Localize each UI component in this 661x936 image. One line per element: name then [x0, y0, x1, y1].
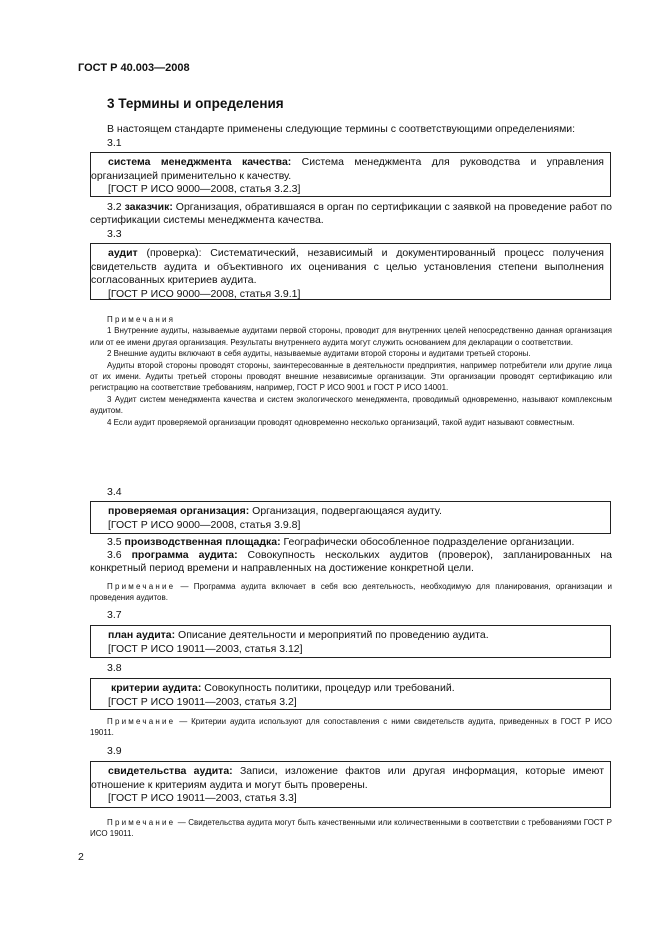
term-reference: [ГОСТ Р ИСО 19011—2003, статья 3.3] [108, 792, 297, 804]
term-text: (проверка): Систематический, независимый и документированный процесс получения свидетельств аудита и объективного их оценивания с целью установления степени выполнения согласованных критериев аудита. [91, 247, 604, 286]
term-reference: [ГОСТ Р ИСО 19011—2003, статья 3.2] [108, 695, 297, 708]
term-definition [91, 505, 604, 519]
term-3-5 [107, 536, 612, 549]
term-text: Совокупность нескольких аудитов (проверок), запланированных на конкретный период времени и направленных на достижение конкретной цели. [90, 549, 612, 574]
page-number: 2 [78, 851, 84, 863]
note-item: 1 Внутренние аудиты, называемые аудитами первой стороны, проводит для внутренних целей непосредственно данная организация или от ее имени другая организация. Результаты внутреннего аудита могут служить основанием для декларации о соответствии. [90, 326, 612, 347]
term-box-3-3 [90, 243, 611, 300]
term-number-3-4: 3.4 [107, 486, 122, 498]
intro-text: В настоящем стандарте применены следующие термины с соответствующими определениями: [107, 123, 576, 135]
term-box-3-4 [90, 501, 611, 534]
term-reference: [ГОСТ Р ИСО 19011—2003, статья 3.12] [108, 642, 303, 655]
term-text: Организация, подвергающаяся аудиту. [249, 505, 442, 517]
term-name: производственная площадка: [124, 536, 281, 548]
term-number-3-8: 3.8 [107, 662, 122, 674]
note-item: 3 Аудит систем менеджмента качества и систем экологического менеджмента, проводимый одновременно, называют комплексным аудитом. [90, 394, 612, 416]
note-text: — Свидетельства аудита могут быть качественными или количественными в соответствии с требованиями ГОСТ Р ИСО 19011. [90, 818, 612, 839]
term-text: Географически обособленное подразделение организации. [280, 536, 575, 548]
term-reference: [ГОСТ Р ИСО 9000—2008, статья 3.9.1] [108, 287, 301, 300]
term-name: заказчик: [124, 201, 173, 213]
term-name: аудит [108, 247, 138, 259]
term-number-3-3: 3.3 [107, 228, 122, 240]
note-text: — Критерии аудита используют для сопоставления с ними свидетельств аудита, приведенных в ГОСТ Р ИСО 19011. [90, 717, 612, 738]
note-label: Примечание [107, 717, 176, 726]
term-definition [91, 247, 604, 288]
term-number-3-7: 3.7 [107, 609, 122, 621]
term-box-3-9 [90, 761, 611, 808]
term-box-3-7 [90, 625, 611, 658]
term-number: 3.6 [107, 549, 122, 561]
note-label: Примечание [107, 818, 176, 827]
term-name: свидетельства аудита: [108, 765, 233, 777]
term-definition [91, 682, 604, 696]
section-title: 3 Термины и определения [107, 96, 284, 111]
term-box-3-8 [90, 678, 611, 710]
term-number-3-9: 3.9 [107, 745, 122, 757]
term-text: Записи, изложение фактов или другая информация, которые имеют отношение к критериям аудита и могут быть проверены. [91, 765, 604, 791]
notes-heading: Примечания [107, 315, 176, 324]
term-name: программа аудита: [131, 549, 238, 561]
term-3-6 [90, 549, 612, 575]
notes-block [90, 314, 612, 428]
term-definition [91, 156, 604, 183]
term-reference: [ГОСТ Р ИСО 9000—2008, статья 3.9.8] [108, 518, 301, 531]
note-item: Аудиты второй стороны проводят стороны, заинтересованные в деятельности предприятия, например потребители или другие лица от их имени. Аудиты третьей стороны проводят внешние независимые организации. Эти организации проводят сертификацию или регистрацию на соответствие требованиям, например, ГОСТ Р ИСО 9001 и ГОСТ Р ИСО 14001. [90, 360, 612, 393]
term-definition [91, 629, 604, 643]
note-item: 2 Внешние аудиты включают в себя аудиты, называемые аудитами второй стороны и аудитами третьей стороны. [107, 349, 531, 359]
term-box-3-1 [90, 152, 611, 197]
document-header: ГОСТ Р 40.003—2008 [78, 62, 190, 74]
term-definition [91, 765, 604, 792]
term-name: проверяемая организация: [108, 505, 250, 517]
note-3-6 [90, 581, 612, 604]
term-number: 3.5 [107, 536, 122, 548]
note-label: Примечание [107, 582, 176, 591]
term-name: план аудита: [108, 629, 176, 641]
note-3-8 [90, 716, 612, 739]
note-3-9 [90, 817, 612, 840]
term-text: Совокупность политики, процедур или требований. [201, 682, 455, 694]
note-item: 4 Если аудит проверяемой организации проводят одновременно несколько организаций, такой аудит называют совместным. [107, 417, 575, 427]
term-number-3-1: 3.1 [107, 137, 122, 149]
term-text: Система менеджмента для руководства и управления организацией применительно к качеству. [91, 156, 604, 182]
term-number: 3.2 [107, 201, 122, 213]
term-text: Описание деятельности и мероприятий по проведению аудита. [175, 629, 489, 641]
term-reference: [ГОСТ Р ИСО 9000—2008, статья 3.2.3] [108, 183, 301, 195]
note-text: — Программа аудита включает в себя всю деятельность, необходимую для планирования, организации и проведения аудитов. [90, 582, 612, 603]
term-text: Организация, обратившаяся в орган по сертификации с заявкой на проведение работ по сертификации системы менеджмента качества. [90, 201, 612, 226]
term-name: критерии аудита: [111, 682, 202, 694]
term-name: система менеджмента качества: [108, 156, 292, 168]
term-3-2 [90, 201, 612, 227]
